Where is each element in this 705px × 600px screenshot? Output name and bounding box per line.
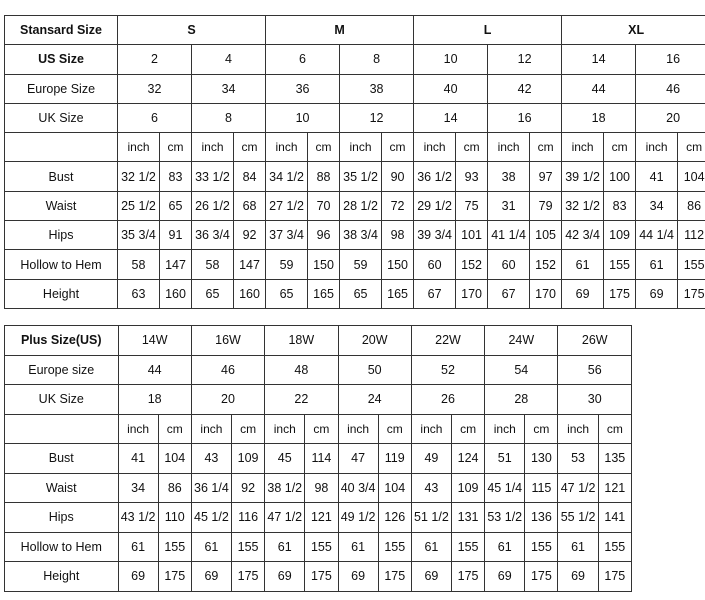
size-value-cell: 10 xyxy=(414,45,488,74)
size-value-cell: 22 xyxy=(265,385,338,415)
unit-cm: cm xyxy=(452,414,485,444)
cm-value-cell: 114 xyxy=(305,444,338,474)
inch-value-cell: 61 xyxy=(485,532,525,562)
inch-value-cell: 53 1/2 xyxy=(485,503,525,533)
measurement-label: Bust xyxy=(5,162,118,191)
inch-value-cell: 49 xyxy=(411,444,451,474)
inch-value-cell: 51 1/2 xyxy=(411,503,451,533)
inch-value-cell: 65 xyxy=(192,279,234,308)
cm-value-cell: 100 xyxy=(604,162,636,191)
inch-value-cell: 59 xyxy=(266,250,308,279)
size-value-cell: 46 xyxy=(191,355,264,385)
size-value-cell: 36 xyxy=(266,74,340,103)
cm-value-cell: 175 xyxy=(378,562,411,592)
uk-size-label: UK Size xyxy=(5,385,119,415)
cm-value-cell: 175 xyxy=(598,562,631,592)
inch-value-cell: 32 1/2 xyxy=(118,162,160,191)
inch-value-cell: 61 xyxy=(636,250,678,279)
cm-value-cell: 98 xyxy=(305,473,338,503)
inch-value-cell: 47 1/2 xyxy=(558,473,598,503)
cm-value-cell: 110 xyxy=(158,503,191,533)
inch-value-cell: 43 xyxy=(411,473,451,503)
measurement-row xyxy=(5,444,632,474)
inch-value-cell: 32 1/2 xyxy=(562,191,604,220)
unit-inch: inch xyxy=(340,133,382,162)
size-value-cell: 52 xyxy=(411,355,484,385)
unit-inch: inch xyxy=(488,133,530,162)
unit-inch: inch xyxy=(411,414,451,444)
inch-value-cell: 61 xyxy=(411,532,451,562)
cm-value-cell: 119 xyxy=(378,444,411,474)
cm-value-cell: 112 xyxy=(678,221,705,250)
unit-cm: cm xyxy=(456,133,488,162)
size-value-cell: 30 xyxy=(558,385,632,415)
size-value-cell: 38 xyxy=(340,74,414,103)
inch-value-cell: 35 3/4 xyxy=(118,221,160,250)
size-value-cell: 34 xyxy=(192,74,266,103)
cm-value-cell: 88 xyxy=(308,162,340,191)
inch-value-cell: 69 xyxy=(562,279,604,308)
plus-size-header: Plus Size(US) xyxy=(5,326,119,356)
standard-size-header: Stansard Size xyxy=(5,16,118,45)
unit-cm: cm xyxy=(378,414,411,444)
size-value-cell: 8 xyxy=(340,45,414,74)
cm-value-cell: 152 xyxy=(456,250,488,279)
us-size-label: US Size xyxy=(5,45,118,74)
size-value-cell: 26 xyxy=(411,385,484,415)
cm-value-cell: 68 xyxy=(234,191,266,220)
inch-value-cell: 37 3/4 xyxy=(266,221,308,250)
inch-value-cell: 39 3/4 xyxy=(414,221,456,250)
inch-value-cell: 36 1/4 xyxy=(191,473,231,503)
cm-value-cell: 152 xyxy=(530,250,562,279)
inch-value-cell: 36 1/2 xyxy=(414,162,456,191)
measurement-row xyxy=(5,250,705,279)
inch-value-cell: 65 xyxy=(266,279,308,308)
measurement-label: Waist xyxy=(5,191,118,220)
measurement-label: Waist xyxy=(5,473,119,503)
inch-value-cell: 69 xyxy=(338,562,378,592)
unit-inch: inch xyxy=(118,133,160,162)
size-value-cell: 2 xyxy=(118,45,192,74)
inch-value-cell: 39 1/2 xyxy=(562,162,604,191)
measurement-row xyxy=(5,191,705,220)
inch-value-cell: 33 1/2 xyxy=(192,162,234,191)
size-value-cell: 6 xyxy=(266,45,340,74)
size-value-cell: 18 xyxy=(118,385,191,415)
cm-value-cell: 70 xyxy=(308,191,340,220)
size-header-cell: 20W xyxy=(338,326,411,356)
cm-value-cell: 160 xyxy=(160,279,192,308)
inch-value-cell: 69 xyxy=(558,562,598,592)
cm-value-cell: 105 xyxy=(530,221,562,250)
inch-value-cell: 34 1/2 xyxy=(266,162,308,191)
measurement-row xyxy=(5,562,632,592)
cm-value-cell: 165 xyxy=(382,279,414,308)
unit-inch: inch xyxy=(414,133,456,162)
unit-cm: cm xyxy=(530,133,562,162)
unit-cm: cm xyxy=(308,133,340,162)
standard-size-table xyxy=(4,15,705,309)
inch-value-cell: 61 xyxy=(265,532,305,562)
inch-value-cell: 69 xyxy=(636,279,678,308)
cm-value-cell: 155 xyxy=(452,532,485,562)
cm-value-cell: 126 xyxy=(378,503,411,533)
size-value-cell: 12 xyxy=(488,45,562,74)
size-value-cell: 24 xyxy=(338,385,411,415)
measurement-label: Hips xyxy=(5,503,119,533)
size-value-cell: 6 xyxy=(118,103,192,132)
cm-value-cell: 109 xyxy=(232,444,265,474)
inch-value-cell: 34 xyxy=(636,191,678,220)
size-header-cell: 24W xyxy=(485,326,558,356)
inch-value-cell: 43 1/2 xyxy=(118,503,158,533)
unit-cm: cm xyxy=(525,414,558,444)
size-value-cell: 32 xyxy=(118,74,192,103)
size-value-cell: 12 xyxy=(340,103,414,132)
unit-cm: cm xyxy=(234,133,266,162)
inch-value-cell: 49 1/2 xyxy=(338,503,378,533)
size-value-cell: 46 xyxy=(636,74,705,103)
unit-inch: inch xyxy=(562,133,604,162)
size-header-cell: M xyxy=(266,16,414,45)
cm-value-cell: 147 xyxy=(160,250,192,279)
cm-value-cell: 155 xyxy=(678,250,705,279)
cm-value-cell: 175 xyxy=(452,562,485,592)
cm-value-cell: 97 xyxy=(530,162,562,191)
size-value-cell: 20 xyxy=(636,103,705,132)
cm-value-cell: 150 xyxy=(308,250,340,279)
size-header-cell: XL xyxy=(562,16,705,45)
unit-row-label xyxy=(5,414,119,444)
cm-value-cell: 175 xyxy=(604,279,636,308)
inch-value-cell: 69 xyxy=(265,562,305,592)
size-value-cell: 28 xyxy=(485,385,558,415)
size-header-cell: L xyxy=(414,16,562,45)
cm-value-cell: 155 xyxy=(525,532,558,562)
plus-header-row xyxy=(5,326,632,356)
cm-value-cell: 96 xyxy=(308,221,340,250)
size-value-cell: 18 xyxy=(562,103,636,132)
cm-value-cell: 141 xyxy=(598,503,631,533)
cm-value-cell: 86 xyxy=(678,191,705,220)
unit-inch: inch xyxy=(191,414,231,444)
inch-value-cell: 58 xyxy=(192,250,234,279)
inch-value-cell: 69 xyxy=(118,562,158,592)
unit-row xyxy=(5,133,705,162)
inch-value-cell: 65 xyxy=(340,279,382,308)
unit-inch: inch xyxy=(636,133,678,162)
cm-value-cell: 155 xyxy=(604,250,636,279)
cm-value-cell: 104 xyxy=(158,444,191,474)
inch-value-cell: 67 xyxy=(414,279,456,308)
size-header-cell: 26W xyxy=(558,326,632,356)
uk-size-label: UK Size xyxy=(5,103,118,132)
cm-value-cell: 65 xyxy=(160,191,192,220)
inch-value-cell: 34 xyxy=(118,473,158,503)
measurement-label: Hollow to Hem xyxy=(5,532,119,562)
cm-value-cell: 165 xyxy=(308,279,340,308)
cm-value-cell: 155 xyxy=(378,532,411,562)
size-header-cell: 22W xyxy=(411,326,484,356)
inch-value-cell: 41 xyxy=(118,444,158,474)
cm-value-cell: 83 xyxy=(160,162,192,191)
uk-size-row xyxy=(5,385,632,415)
cm-value-cell: 75 xyxy=(456,191,488,220)
standard-header-row xyxy=(5,16,705,45)
inch-value-cell: 60 xyxy=(488,250,530,279)
size-value-cell: 44 xyxy=(118,355,191,385)
europe-size-row xyxy=(5,74,705,103)
inch-value-cell: 45 1/2 xyxy=(191,503,231,533)
inch-value-cell: 69 xyxy=(411,562,451,592)
inch-value-cell: 61 xyxy=(558,532,598,562)
measurement-row xyxy=(5,162,705,191)
size-value-cell: 54 xyxy=(485,355,558,385)
inch-value-cell: 38 xyxy=(488,162,530,191)
cm-value-cell: 136 xyxy=(525,503,558,533)
size-header-cell: 18W xyxy=(265,326,338,356)
inch-value-cell: 45 xyxy=(265,444,305,474)
unit-cm: cm xyxy=(160,133,192,162)
cm-value-cell: 155 xyxy=(598,532,631,562)
inch-value-cell: 59 xyxy=(340,250,382,279)
cm-value-cell: 135 xyxy=(598,444,631,474)
cm-value-cell: 104 xyxy=(378,473,411,503)
unit-row xyxy=(5,414,632,444)
unit-cm: cm xyxy=(158,414,191,444)
cm-value-cell: 170 xyxy=(456,279,488,308)
cm-value-cell: 98 xyxy=(382,221,414,250)
cm-value-cell: 124 xyxy=(452,444,485,474)
cm-value-cell: 121 xyxy=(305,503,338,533)
unit-inch: inch xyxy=(338,414,378,444)
inch-value-cell: 67 xyxy=(488,279,530,308)
inch-value-cell: 42 3/4 xyxy=(562,221,604,250)
measurement-row xyxy=(5,279,705,308)
size-value-cell: 4 xyxy=(192,45,266,74)
inch-value-cell: 28 1/2 xyxy=(340,191,382,220)
size-value-cell: 14 xyxy=(414,103,488,132)
inch-value-cell: 63 xyxy=(118,279,160,308)
inch-value-cell: 31 xyxy=(488,191,530,220)
unit-cm: cm xyxy=(604,133,636,162)
inch-value-cell: 55 1/2 xyxy=(558,503,598,533)
uk-size-row xyxy=(5,103,705,132)
measurement-label: Height xyxy=(5,279,118,308)
inch-value-cell: 25 1/2 xyxy=(118,191,160,220)
plus-measurements xyxy=(5,444,632,592)
cm-value-cell: 175 xyxy=(305,562,338,592)
measurement-row xyxy=(5,532,632,562)
size-value-cell: 20 xyxy=(191,385,264,415)
size-header-cell: 16W xyxy=(191,326,264,356)
inch-value-cell: 41 xyxy=(636,162,678,191)
unit-inch: inch xyxy=(266,133,308,162)
size-value-cell: 10 xyxy=(266,103,340,132)
inch-value-cell: 29 1/2 xyxy=(414,191,456,220)
inch-value-cell: 36 3/4 xyxy=(192,221,234,250)
cm-value-cell: 175 xyxy=(232,562,265,592)
cm-value-cell: 93 xyxy=(456,162,488,191)
size-value-cell: 56 xyxy=(558,355,632,385)
inch-value-cell: 26 1/2 xyxy=(192,191,234,220)
inch-value-cell: 27 1/2 xyxy=(266,191,308,220)
cm-value-cell: 83 xyxy=(604,191,636,220)
inch-value-cell: 35 1/2 xyxy=(340,162,382,191)
cm-value-cell: 92 xyxy=(234,221,266,250)
size-value-cell: 50 xyxy=(338,355,411,385)
inch-value-cell: 60 xyxy=(414,250,456,279)
measurement-label: Hollow to Hem xyxy=(5,250,118,279)
cm-value-cell: 101 xyxy=(456,221,488,250)
cm-value-cell: 109 xyxy=(604,221,636,250)
plus-size-table xyxy=(4,325,632,592)
inch-value-cell: 61 xyxy=(338,532,378,562)
cm-value-cell: 121 xyxy=(598,473,631,503)
size-header-cell: 14W xyxy=(118,326,191,356)
inch-value-cell: 47 1/2 xyxy=(265,503,305,533)
measurement-label: Hips xyxy=(5,221,118,250)
measurement-row xyxy=(5,221,705,250)
unit-cm: cm xyxy=(232,414,265,444)
cm-value-cell: 84 xyxy=(234,162,266,191)
inch-value-cell: 53 xyxy=(558,444,598,474)
cm-value-cell: 175 xyxy=(158,562,191,592)
inch-value-cell: 51 xyxy=(485,444,525,474)
inch-value-cell: 69 xyxy=(191,562,231,592)
unit-inch: inch xyxy=(118,414,158,444)
unit-inch: inch xyxy=(265,414,305,444)
standard-measurements xyxy=(5,162,705,308)
cm-value-cell: 175 xyxy=(525,562,558,592)
cm-value-cell: 175 xyxy=(678,279,705,308)
cm-value-cell: 90 xyxy=(382,162,414,191)
europe-size-row xyxy=(5,355,632,385)
inch-value-cell: 61 xyxy=(191,532,231,562)
cm-value-cell: 155 xyxy=(305,532,338,562)
unit-cm: cm xyxy=(305,414,338,444)
inch-value-cell: 61 xyxy=(118,532,158,562)
cm-value-cell: 155 xyxy=(232,532,265,562)
measurement-row xyxy=(5,503,632,533)
size-value-cell: 16 xyxy=(636,45,705,74)
unit-inch: inch xyxy=(192,133,234,162)
cm-value-cell: 147 xyxy=(234,250,266,279)
size-value-cell: 16 xyxy=(488,103,562,132)
cm-value-cell: 86 xyxy=(158,473,191,503)
unit-cm: cm xyxy=(678,133,705,162)
unit-inch: inch xyxy=(558,414,598,444)
inch-value-cell: 38 3/4 xyxy=(340,221,382,250)
inch-value-cell: 45 1/4 xyxy=(485,473,525,503)
size-value-cell: 48 xyxy=(265,355,338,385)
cm-value-cell: 160 xyxy=(234,279,266,308)
unit-inch: inch xyxy=(485,414,525,444)
cm-value-cell: 79 xyxy=(530,191,562,220)
size-header-cell: S xyxy=(118,16,266,45)
measurement-label: Height xyxy=(5,562,119,592)
cm-value-cell: 116 xyxy=(232,503,265,533)
measurement-label: Bust xyxy=(5,444,119,474)
unit-cm: cm xyxy=(382,133,414,162)
inch-value-cell: 61 xyxy=(562,250,604,279)
europe-size-label: Europe Size xyxy=(5,74,118,103)
cm-value-cell: 131 xyxy=(452,503,485,533)
unit-cm: cm xyxy=(598,414,631,444)
size-value-cell: 8 xyxy=(192,103,266,132)
cm-value-cell: 150 xyxy=(382,250,414,279)
cm-value-cell: 130 xyxy=(525,444,558,474)
cm-value-cell: 104 xyxy=(678,162,705,191)
inch-value-cell: 69 xyxy=(485,562,525,592)
inch-value-cell: 38 1/2 xyxy=(265,473,305,503)
cm-value-cell: 115 xyxy=(525,473,558,503)
inch-value-cell: 41 1/4 xyxy=(488,221,530,250)
unit-row-label xyxy=(5,133,118,162)
size-value-cell: 42 xyxy=(488,74,562,103)
europe-size-label: Europe size xyxy=(5,355,119,385)
inch-value-cell: 43 xyxy=(191,444,231,474)
size-value-cell: 44 xyxy=(562,74,636,103)
cm-value-cell: 170 xyxy=(530,279,562,308)
us-size-row xyxy=(5,45,705,74)
cm-value-cell: 109 xyxy=(452,473,485,503)
cm-value-cell: 155 xyxy=(158,532,191,562)
inch-value-cell: 44 1/4 xyxy=(636,221,678,250)
size-value-cell: 14 xyxy=(562,45,636,74)
cm-value-cell: 91 xyxy=(160,221,192,250)
inch-value-cell: 58 xyxy=(118,250,160,279)
measurement-row xyxy=(5,473,632,503)
cm-value-cell: 72 xyxy=(382,191,414,220)
inch-value-cell: 40 3/4 xyxy=(338,473,378,503)
inch-value-cell: 47 xyxy=(338,444,378,474)
cm-value-cell: 92 xyxy=(232,473,265,503)
size-value-cell: 40 xyxy=(414,74,488,103)
